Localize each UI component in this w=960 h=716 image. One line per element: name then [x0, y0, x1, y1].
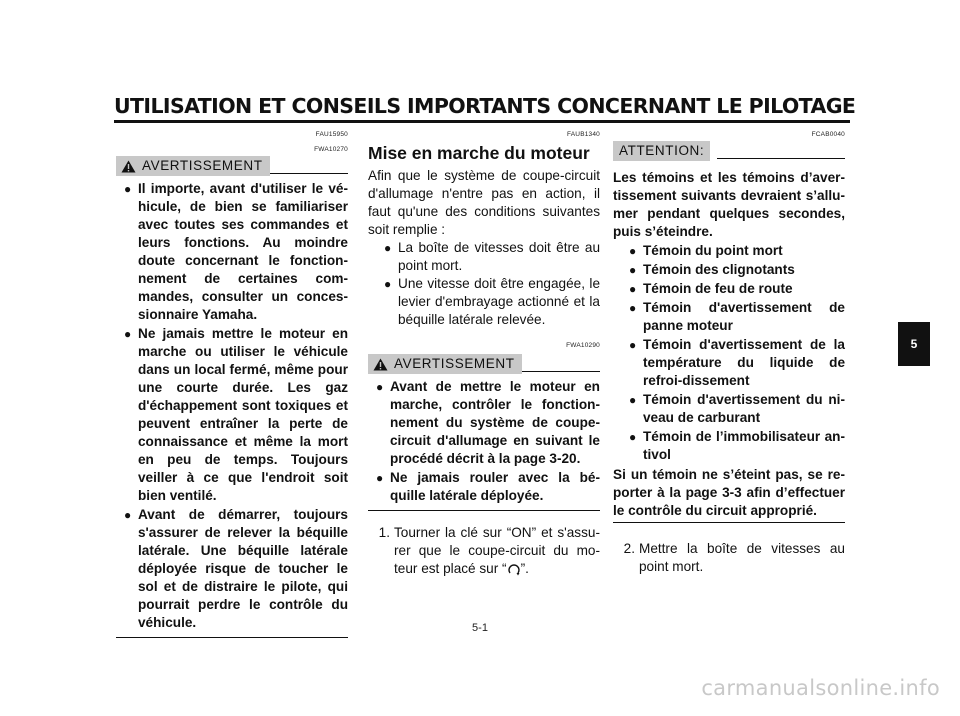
reference-code: FAUB1340 — [566, 131, 600, 138]
bullet-dot-icon: ● — [124, 327, 132, 341]
column-2 — [368, 130, 600, 578]
list-item — [629, 336, 845, 390]
page-number: 5-1 — [472, 622, 488, 634]
warning-label: AVERTISSEMENT — [394, 356, 515, 371]
warning-end-rule — [116, 637, 348, 638]
bullet-dot-icon: ● — [376, 471, 384, 485]
bullet-dot-icon: ● — [629, 282, 637, 296]
condition-text: Une vitesse doit être engagée, le levier d'embrayage actionné et la béquille latérale relevée. — [398, 276, 600, 327]
list-item — [124, 325, 348, 505]
list-item — [376, 378, 600, 468]
warning-label: AVERTISSEMENT — [142, 158, 263, 173]
bullet-dot-icon: ● — [384, 241, 392, 255]
warning-triangle-icon — [373, 358, 388, 371]
warning-header — [116, 156, 348, 178]
indicator-light-text: Témoin de feu de route — [643, 281, 793, 296]
attention-intro: Les témoins et les témoins d’aver-tissement suivants devraient s’allu-mer pendant quelques secondes, puis s’éteindre. — [613, 170, 845, 239]
bullet-dot-icon: ● — [124, 508, 132, 522]
column-3 — [613, 130, 845, 576]
warning-text: Ne jamais mettre le moteur en marche ou utiliser le véhicule dans un local fermé, même pour une courte durée. Les gaz d'échappement sont toxiques et peuvent entraîner la perte de connaissance et même la mort en peu de temps. Toujours veiller à ce que l'endroit soit bien ventilé. — [138, 326, 348, 503]
procedure-step — [368, 524, 600, 578]
section-title: Mise en marche du moteur — [368, 143, 590, 163]
procedure-step — [613, 540, 845, 576]
indicator-light-text: Témoin de l’immobilisateur an-tivol — [643, 429, 845, 462]
list-item — [384, 275, 600, 329]
list-item — [629, 261, 845, 279]
list-item — [629, 280, 845, 298]
bullet-dot-icon: ● — [124, 182, 132, 196]
bullet-dot-icon: ● — [376, 380, 384, 394]
attention-header — [613, 141, 845, 163]
warning-box — [116, 156, 270, 176]
step-text: Mettre la boîte de vitesses au point mort. — [639, 541, 845, 574]
warning-rule — [522, 371, 600, 372]
list-item — [124, 506, 348, 632]
list-item — [629, 242, 845, 260]
header-rule — [114, 120, 850, 123]
bullet-dot-icon: ● — [384, 277, 392, 291]
warning-rule — [270, 173, 348, 174]
bullet-dot-icon: ● — [629, 338, 637, 352]
condition-text: La boîte de vitesses doit être au point mort. — [398, 240, 600, 273]
list-item — [629, 299, 845, 335]
attention-rule — [717, 158, 845, 159]
warning-text: Avant de mettre le moteur en marche, contrôler le fonction-nement du système de coupe-circuit d'allumage en suivant le procédé décrit à la page 3-20. — [390, 379, 600, 466]
engine-run-switch-icon — [507, 562, 521, 576]
reference-code: FWA10290 — [566, 342, 600, 349]
warning-text: Avant de démarrer, toujours s'assurer de relever la béquille latérale. Une béquille latérale déployée risque de toucher le sol et de distraire le pilote, qui pourrait perdre le contrôle du véhicule. — [138, 507, 348, 630]
step-text: Tourner la clé sur “ON” et s'assu-rer que le coupe-circuit du mo-teur est placé sur “ ”. — [394, 525, 600, 576]
list-item — [376, 469, 600, 505]
indicator-light-text: Témoin d'avertissement de panne moteur — [643, 300, 845, 333]
page-header-title: UTILISATION ET CONSEILS IMPORTANTS CONCERNANT LE PILOTAGE — [114, 94, 856, 118]
indicator-light-text: Témoin du point mort — [643, 243, 783, 258]
watermark: carmanualsonline.info — [701, 676, 940, 700]
warning-text: Il importe, avant d'utiliser le vé-hicule, de bien se familiariser avec toutes ses commandes et leurs fonctions. Au moindre doute concernant le fonction-nement de certaines com-mandes, consulter un conces-sionnaire Yamaha. — [138, 181, 348, 322]
list-item — [629, 428, 845, 464]
indicator-light-text: Témoin des clignotants — [643, 262, 795, 277]
step-number: 2. — [623, 541, 635, 556]
warning-box — [368, 354, 522, 374]
warning-header — [368, 354, 600, 376]
list-item — [124, 180, 348, 324]
intro-paragraph: Afin que le système de coupe-circuit d'allumage n'entre pas en action, il faut qu'une des conditions suivantes soit remplie : — [368, 168, 600, 237]
bullet-dot-icon: ● — [629, 263, 637, 277]
reference-code: FCAB0040 — [811, 131, 845, 138]
bullet-dot-icon: ● — [629, 393, 637, 407]
indicator-light-text: Témoin d'avertissement de la température du liquide de refroi-dissement — [643, 337, 845, 388]
chapter-tab: 5 — [898, 322, 930, 366]
reference-code: FAU15950 — [315, 131, 348, 138]
step-number: 1. — [378, 525, 390, 540]
bullet-dot-icon: ● — [629, 244, 637, 258]
reference-code: FWA10270 — [314, 146, 348, 153]
list-item — [384, 239, 600, 275]
bullet-dot-icon: ● — [629, 301, 637, 315]
list-item — [629, 391, 845, 427]
warning-text: Ne jamais rouler avec la bé-quille latérale déployée. — [390, 470, 600, 503]
column-1 — [116, 130, 348, 638]
bullet-dot-icon: ● — [629, 430, 637, 444]
attention-outro: Si un témoin ne s’éteint pas, se re-porter à la page 3-3 afin d’effectuer le contrôle du circuit approprié. — [613, 467, 845, 518]
attention-end-rule — [613, 522, 845, 523]
indicator-light-text: Témoin d'avertissement du ni-veau de carburant — [643, 392, 845, 425]
warning-triangle-icon — [121, 160, 136, 173]
warning-end-rule — [368, 510, 600, 511]
attention-box — [613, 141, 710, 161]
attention-label: ATTENTION: — [619, 143, 705, 158]
